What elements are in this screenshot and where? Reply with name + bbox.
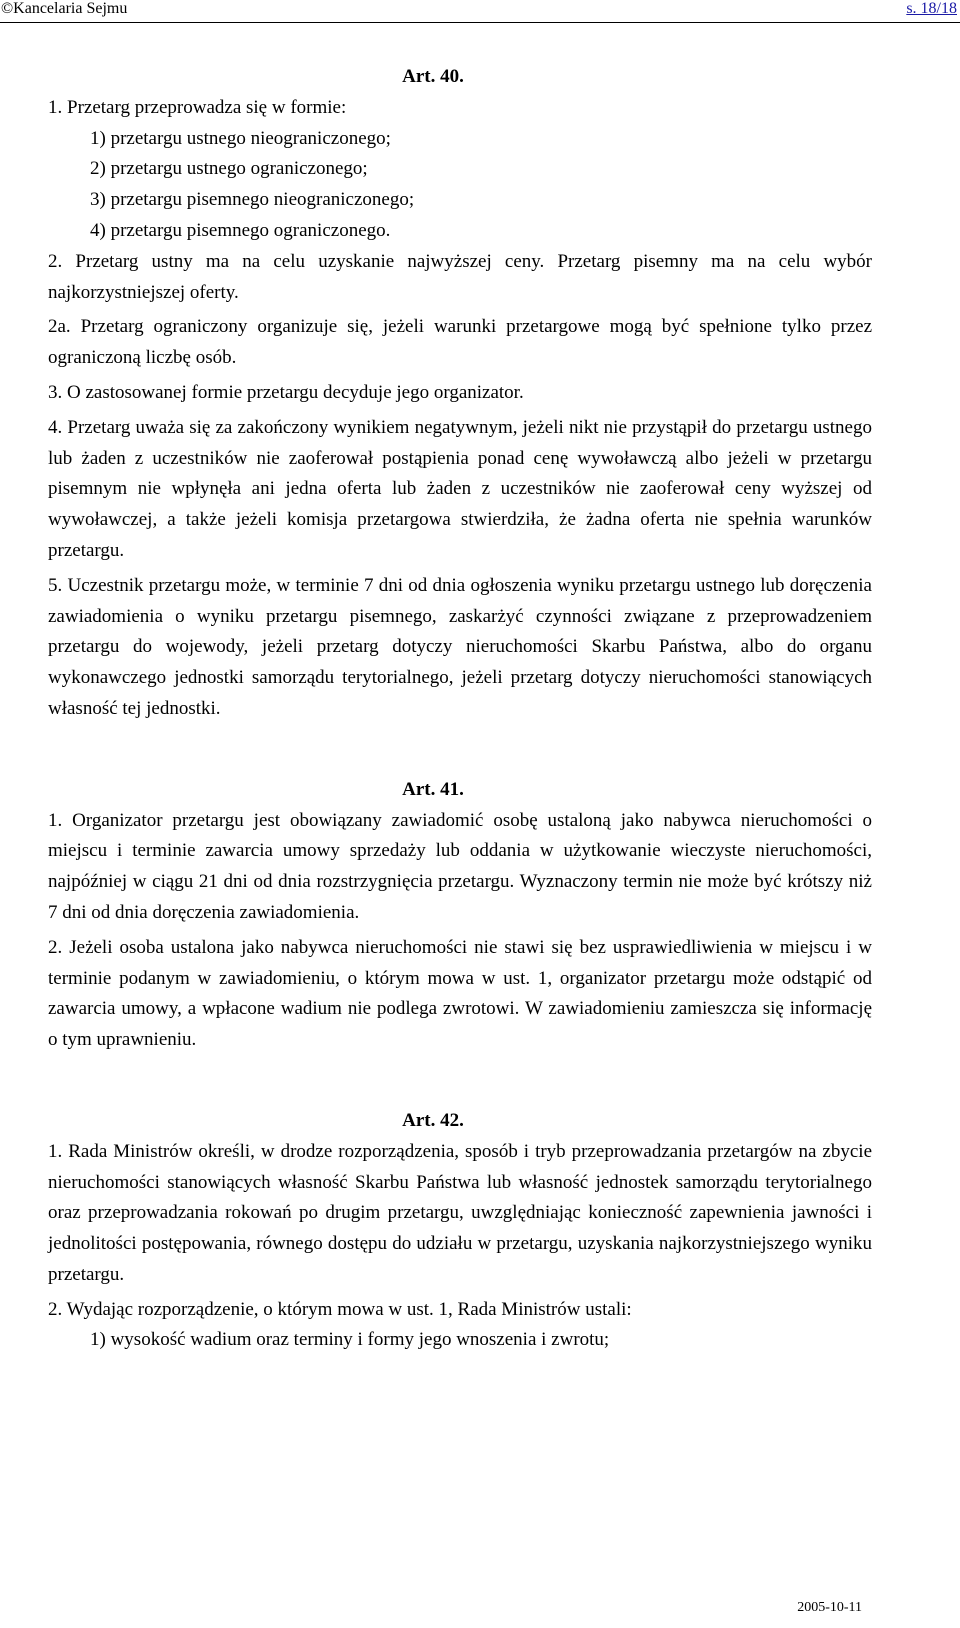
paragraph: 2. Jeżeli osoba ustalona jako nabywca nieruchomości nie stawi się bez usprawiedliwienia w miejscu i w terminie podanym w zawiadomieniu, o którym mowa w ust. 1, organizator przetargu może odstąpić od zawarcia umowy, a wpłacone wadium nie podlega zwrotowi. W zawiadomieniu zamieszcza się informację o tym uprawnieniu. — [48, 936, 872, 1051]
paragraph: 2. Wydając rozporządzenie, o którym mowa w ust. 1, Rada Ministrów ustali: — [48, 1298, 632, 1320]
paragraph: 1. Organizator przetargu jest obowiązany zawiadomić osobę ustaloną jako nabywca nieruchomości o miejscu i terminie zawarcia umowy sprzedaży lub oddania w użytkowanie wieczyste nieruchomości, najpóźniej w ciągu 21 dni od dnia rozstrzygnięcia przetargu. Wyznaczony termin nie może być krótszy niż 7 dni od dnia doręczenia zawiadomienia. — [48, 809, 872, 923]
paragraph: 1. Rada Ministrów określi, w drodze rozporządzenia, sposób i tryb przeprowadzania przetargów na zbycie nieruchomości stanowiących własność Skarbu Państwa lub własność jednostek samorządu terytorialnego oraz przeprowadzania rokowań po drugim przetargu, uwzględniając konieczność zapewnienia jawności i jednolitości postępowania, równego dostępu do udziału w przetargu, uzyskania najkorzystniejszego wyniku przetargu. — [48, 1140, 872, 1285]
paragraph: 1. Przetarg przeprowadza się w formie: — [48, 96, 347, 118]
paragraph: 3. O zastosowanej formie przetargu decyduje jego organizator. — [48, 381, 524, 403]
list-item: 3) przetargu pisemnego nieograniczonego; — [90, 189, 415, 211]
document-body — [48, 62, 872, 1356]
paragraph: 2. Przetarg ustny ma na celu uzyskanie najwyższej ceny. Przetarg pisemny ma na celu wybór najkorzystniejszej oferty. — [48, 250, 872, 303]
page-number-link[interactable]: s. 18/18 — [906, 0, 957, 17]
list-item: 4) przetargu pisemnego ograniczonego. — [90, 219, 391, 241]
copyright-label: ©Kancelaria Sejmu — [1, 0, 128, 17]
article-title: Art. 41. — [402, 778, 464, 800]
section-spacer — [48, 725, 872, 775]
list-item: 1) przetargu ustnego nieograniczonego; — [90, 127, 391, 149]
list-item: 1) wysokość wadium oraz terminy i formy jego wnoszenia i zwrotu; — [90, 1329, 610, 1351]
document-date: 2005-10-11 — [797, 1600, 862, 1615]
paragraph: 2a. Przetarg ograniczony organizuje się, jeżeli warunki przetargowe mogą być spełnione tylko przez ograniczoną liczbę osób. — [48, 316, 872, 369]
paragraph: 5. Uczestnik przetargu może, w terminie 7 dni od dnia ogłoszenia wyniku przetargu ustnego lub doręczenia zawiadomienia o wyniku przetargu pisemnego, zaskarżyć czynności związane z przeprowadzeniem przetargu do wojewody, jeżeli przetarg dotyczy nieruchomości Skarbu Państwa, albo do organu wykonawczego jednostki samorządu terytorialnego, jeżeli przetarg dotyczy nieruchomości stanowiących własność tej jednostki. — [48, 574, 872, 719]
section-spacer — [48, 1056, 872, 1106]
article-title: Art. 40. — [402, 66, 464, 87]
page-header — [0, 0, 960, 22]
list-item: 2) przetargu ustnego ograniczonego; — [90, 158, 368, 180]
article-title: Art. 42. — [402, 1109, 464, 1131]
header-divider — [0, 22, 960, 23]
paragraph: 4. Przetarg uważa się za zakończony wynikiem negatywnym, jeżeli nikt nie przystąpił do przetargu ustnego lub żaden z uczestników nie zaoferował postąpienia ponad cenę wywoławczą albo jeżeli w przetargu pisemnym nie wpłynęła ani jedna oferta lub żaden z uczestników nie zaoferował ceny wyższej od wywoławczej, a także jeżeli komisja przetargowa stwierdziła, że żadna oferta nie spełnia warunków przetargu. — [48, 416, 872, 561]
